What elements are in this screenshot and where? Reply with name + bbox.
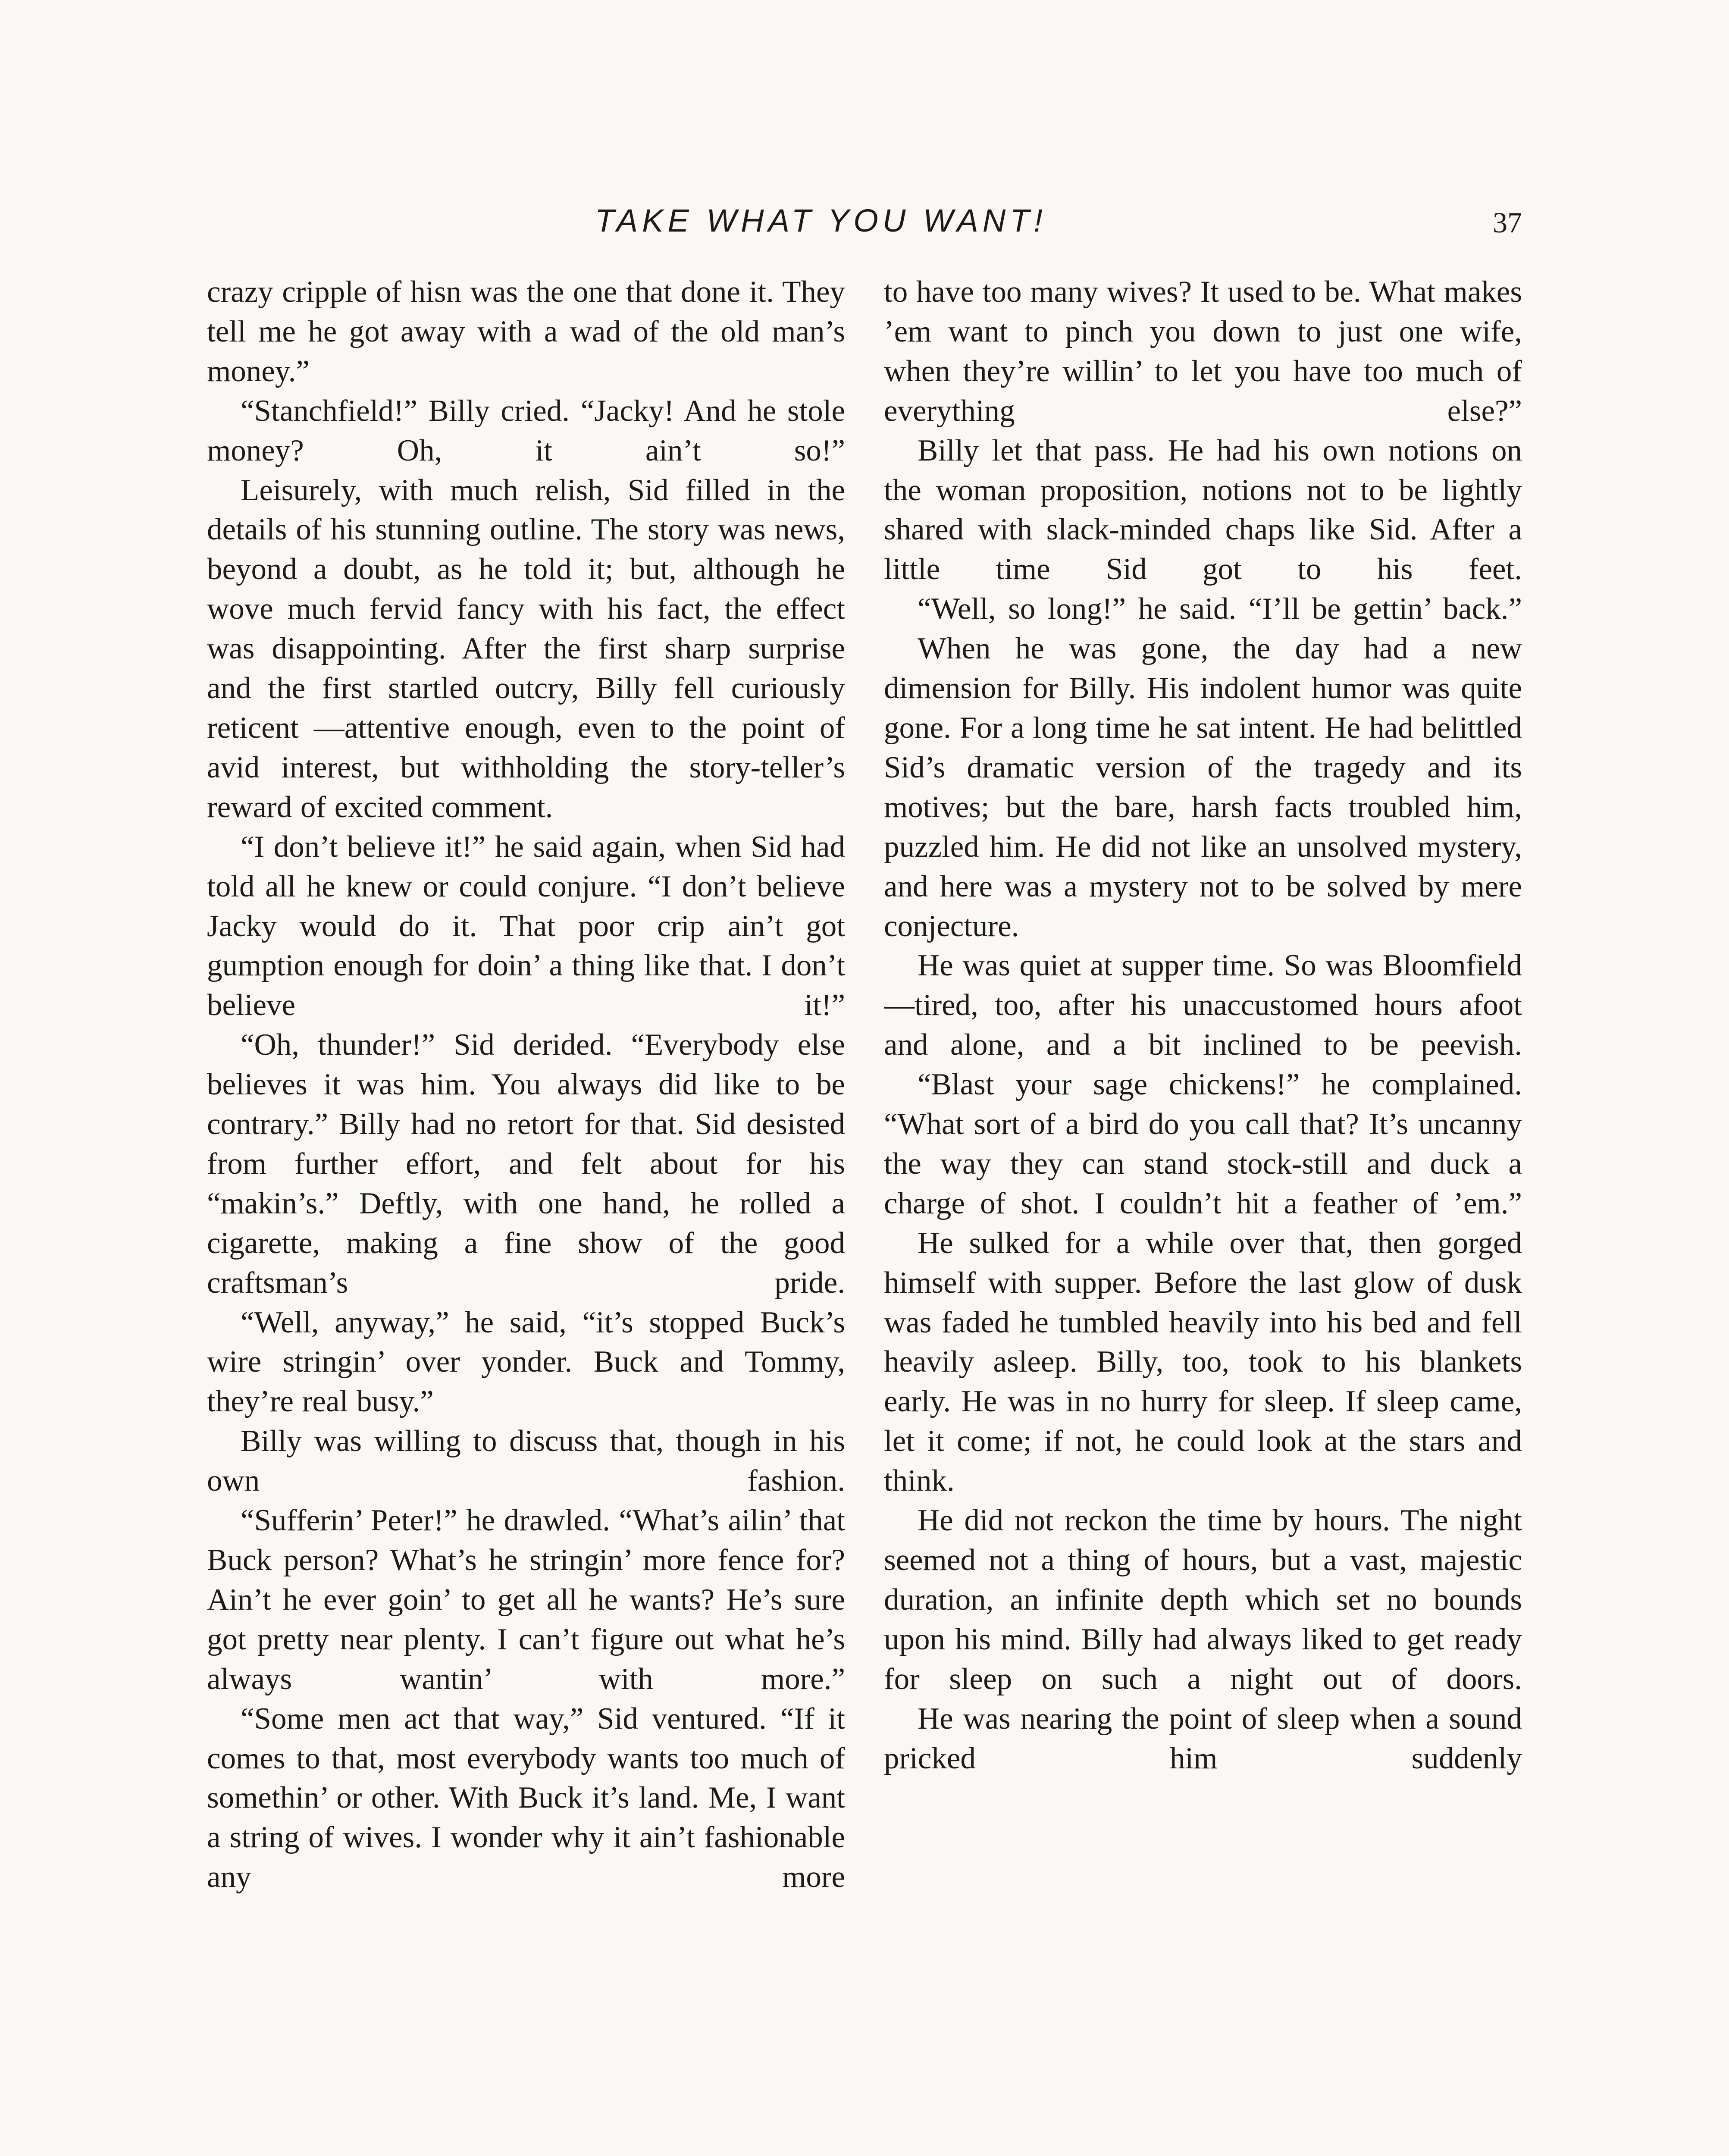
paragraph: “Stanchfield!” Billy cried. “Jacky! And he stole money? Oh, it ain’t so!” bbox=[207, 394, 845, 467]
paragraph: “Blast your sage chickens!” he complained. “What sort of a bird do you call that? It’s uncanny the way they can stand stock-still and duck a charge of shot. I couldn’t hit a feather of ’em.” bbox=[884, 1068, 1522, 1220]
paragraph: Leisurely, with much relish, Sid filled in the details of his stunning outline. The story was news, beyond a doubt, as he told it; but, although he wove much fervid fancy with his fact, the effect was disappointing. After the first sharp surprise and the first startled outcry, Billy fell curiously reticent —attentive enough, even to the point of avid interest, but withholding the story-teller’s reward of excited comment. bbox=[207, 473, 845, 824]
paragraph: He was quiet at supper time. So was Bloomfield—tired, too, after his unaccustomed hours afoot and alone, and a bit inclined to be peevish. bbox=[884, 949, 1522, 1062]
paragraph: He did not reckon the time by hours. The night seemed not a thing of hours, but a vast, majestic duration, an infinite depth which set no bounds upon his mind. Billy had always liked to get ready for sleep on such a night out of doors. bbox=[884, 1504, 1522, 1696]
paragraph: Billy let that pass. He had his own notions on the woman proposition, notions not to be lightly shared with slack-minded chaps like Sid. After a little time Sid got to his feet. bbox=[884, 433, 1522, 586]
paragraph: He was nearing the point of sleep when a sound pricked him suddenly bbox=[884, 1702, 1522, 1775]
right-column bbox=[884, 273, 1522, 2156]
left-column bbox=[207, 273, 845, 2156]
paragraph: “Oh, thunder!” Sid derided. “Everybody else believes it was him. You always did like to be contrary.” Billy had no retort for that. Sid desisted from further effort, and felt about for his “makin’s.” Deftly, with one hand, he rolled a cigarette, making a fine show of the good craftsman’s pride. bbox=[207, 1028, 845, 1300]
paragraph: “Well, so long!” he said. “I’ll be gettin’ back.” bbox=[918, 592, 1522, 626]
paragraph: crazy cripple of hisn was the one that done it. They tell me he got away with a wad of the old man’s money.” bbox=[207, 275, 845, 388]
paragraph: “Some men act that way,” Sid ventured. “If it comes to that, most everybody wants too much of somethin’ or other. With Buck it’s land. Me, I want a string of wives. I wonder why it ain’t fashionable any more bbox=[207, 1702, 845, 1894]
page-number: 37 bbox=[1493, 206, 1522, 239]
running-head bbox=[203, 199, 1522, 251]
paragraph: “I don’t believe it!” he said again, when Sid had told all he knew or could conjure. “I don’t believe Jacky would do it. That poor crip ain’t got gumption enough for doin’ a thing like that. I don’t believe it!” bbox=[207, 830, 845, 1022]
paragraph: “Sufferin’ Peter!” he drawled. “What’s ailin’ that Buck person? What’s he stringin’ more fence for? Ain’t he ever goin’ to get all he wants? He’s sure got pretty near plenty. I can’t figure out what he’s always wantin’ with more.” bbox=[207, 1504, 845, 1696]
paragraph: When he was gone, the day had a new dimension for Billy. His indolent humor was quite gone. For a long time he sat intent. He had belittled Sid’s dramatic version of the tragedy and its motives; but the bare, harsh facts troubled him, puzzled him. He did not like an unsolved mystery, and here was a mystery not to be solved by mere conjecture. bbox=[884, 632, 1522, 943]
paragraph: Billy was willing to discuss that, though in his own fashion. bbox=[207, 1424, 845, 1498]
paragraph: to have too many wives? It used to be. What makes ’em want to pinch you down to just one wife, when they’re willin’ to let you have too much of everything else?” bbox=[884, 275, 1522, 428]
paragraph: “Well, anyway,” he said, “it’s stopped Buck’s wire stringin’ over yonder. Buck and Tommy, they’re real busy.” bbox=[207, 1305, 845, 1419]
paragraph: He sulked for a while over that, then gorged himself with supper. Before the last glow of dusk was faded he tumbled heavily into his bed and fell heavily asleep. Billy, too, took to his blankets early. He was in no hurry for sleep. If sleep came, let it come; if not, he could look at the stars and think. bbox=[884, 1226, 1522, 1498]
running-title: TAKE WHAT YOU WANT! bbox=[595, 203, 1047, 238]
